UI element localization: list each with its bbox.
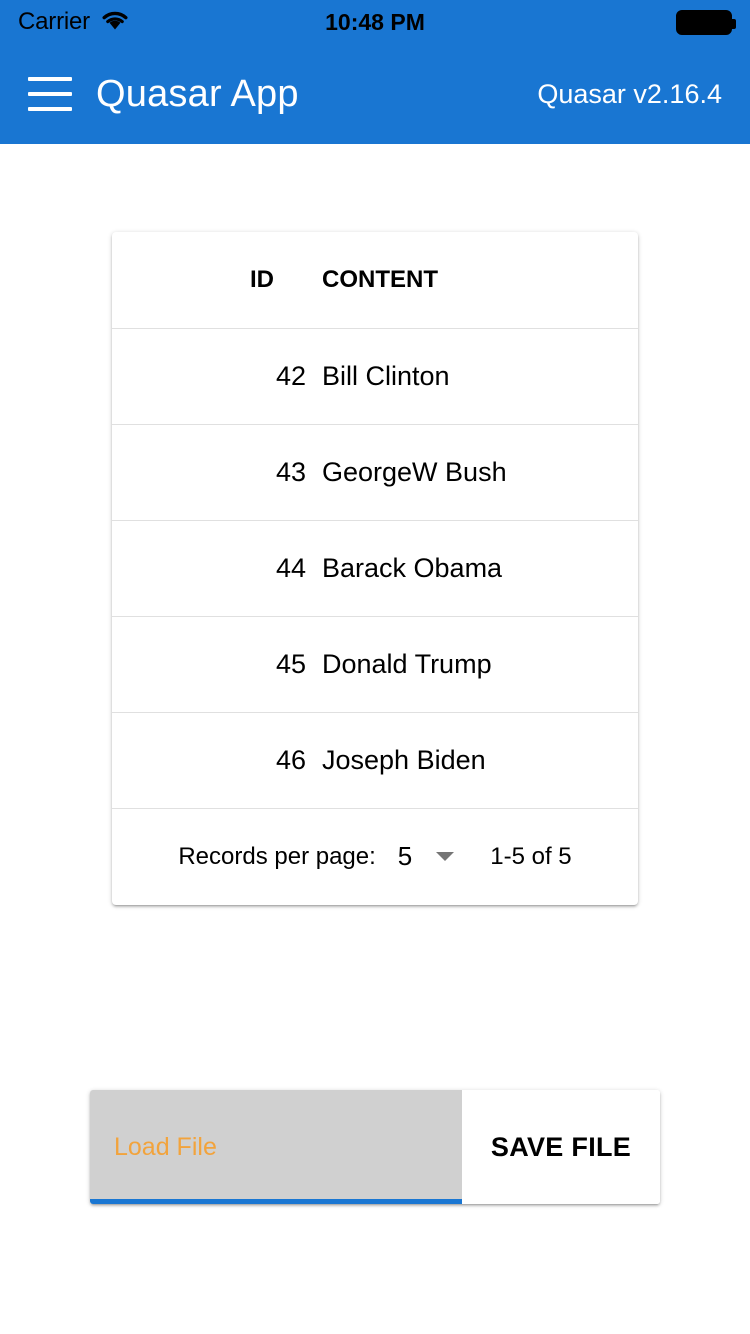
cell-id: 45 [112, 616, 322, 712]
save-file-button[interactable] [462, 1090, 660, 1204]
page-body [0, 144, 750, 1334]
status-bar-right [676, 10, 732, 35]
cell-content: Donald Trump [322, 616, 638, 712]
cell-content: GeorgeW Bush [322, 424, 638, 520]
table-row[interactable] [112, 712, 638, 808]
records-table-card [112, 232, 638, 905]
load-file-underline [90, 1199, 462, 1204]
save-file-label: SAVE FILE [490, 1131, 632, 1162]
table-row[interactable] [112, 520, 638, 616]
records-per-page-select[interactable] [398, 841, 454, 872]
cell-id: 42 [112, 328, 322, 424]
status-time: 10:48 PM [325, 8, 425, 35]
column-header-id[interactable]: ID [112, 232, 322, 328]
load-file-button[interactable] [90, 1090, 462, 1204]
table-body [112, 328, 638, 808]
cell-content: Joseph Biden [322, 712, 638, 808]
app-toolbar [0, 44, 750, 144]
hamburger-menu-icon[interactable] [28, 77, 72, 111]
table-pagination [112, 809, 638, 905]
file-actions-row [90, 1090, 660, 1204]
status-bar-left [18, 8, 130, 36]
status-bar [0, 0, 750, 44]
table-header [112, 232, 638, 328]
carrier-label: Carrier [18, 8, 90, 35]
table-row[interactable] [112, 328, 638, 424]
cell-content: Bill Clinton [322, 328, 638, 424]
table-row[interactable] [112, 424, 638, 520]
pagination-range-label: 1-5 of 5 [490, 842, 572, 870]
records-per-page-value: 5 [397, 841, 413, 871]
cell-id: 46 [112, 712, 322, 808]
column-header-content[interactable]: CONTENT [322, 232, 638, 328]
cell-id: 43 [112, 424, 322, 520]
cell-content: Barack Obama [322, 520, 638, 616]
battery-full-icon [676, 10, 732, 35]
page-title: Quasar App [96, 72, 299, 115]
wifi-icon [100, 9, 130, 36]
cell-id: 44 [112, 520, 322, 616]
table-header-row [112, 232, 638, 328]
chevron-down-icon [436, 852, 454, 861]
table-row[interactable] [112, 616, 638, 712]
load-file-label: Load File [114, 1132, 217, 1161]
records-per-page-label: Records per page: [178, 842, 376, 870]
records-table [112, 232, 638, 809]
version-label: Quasar v2.16.4 [537, 78, 722, 109]
